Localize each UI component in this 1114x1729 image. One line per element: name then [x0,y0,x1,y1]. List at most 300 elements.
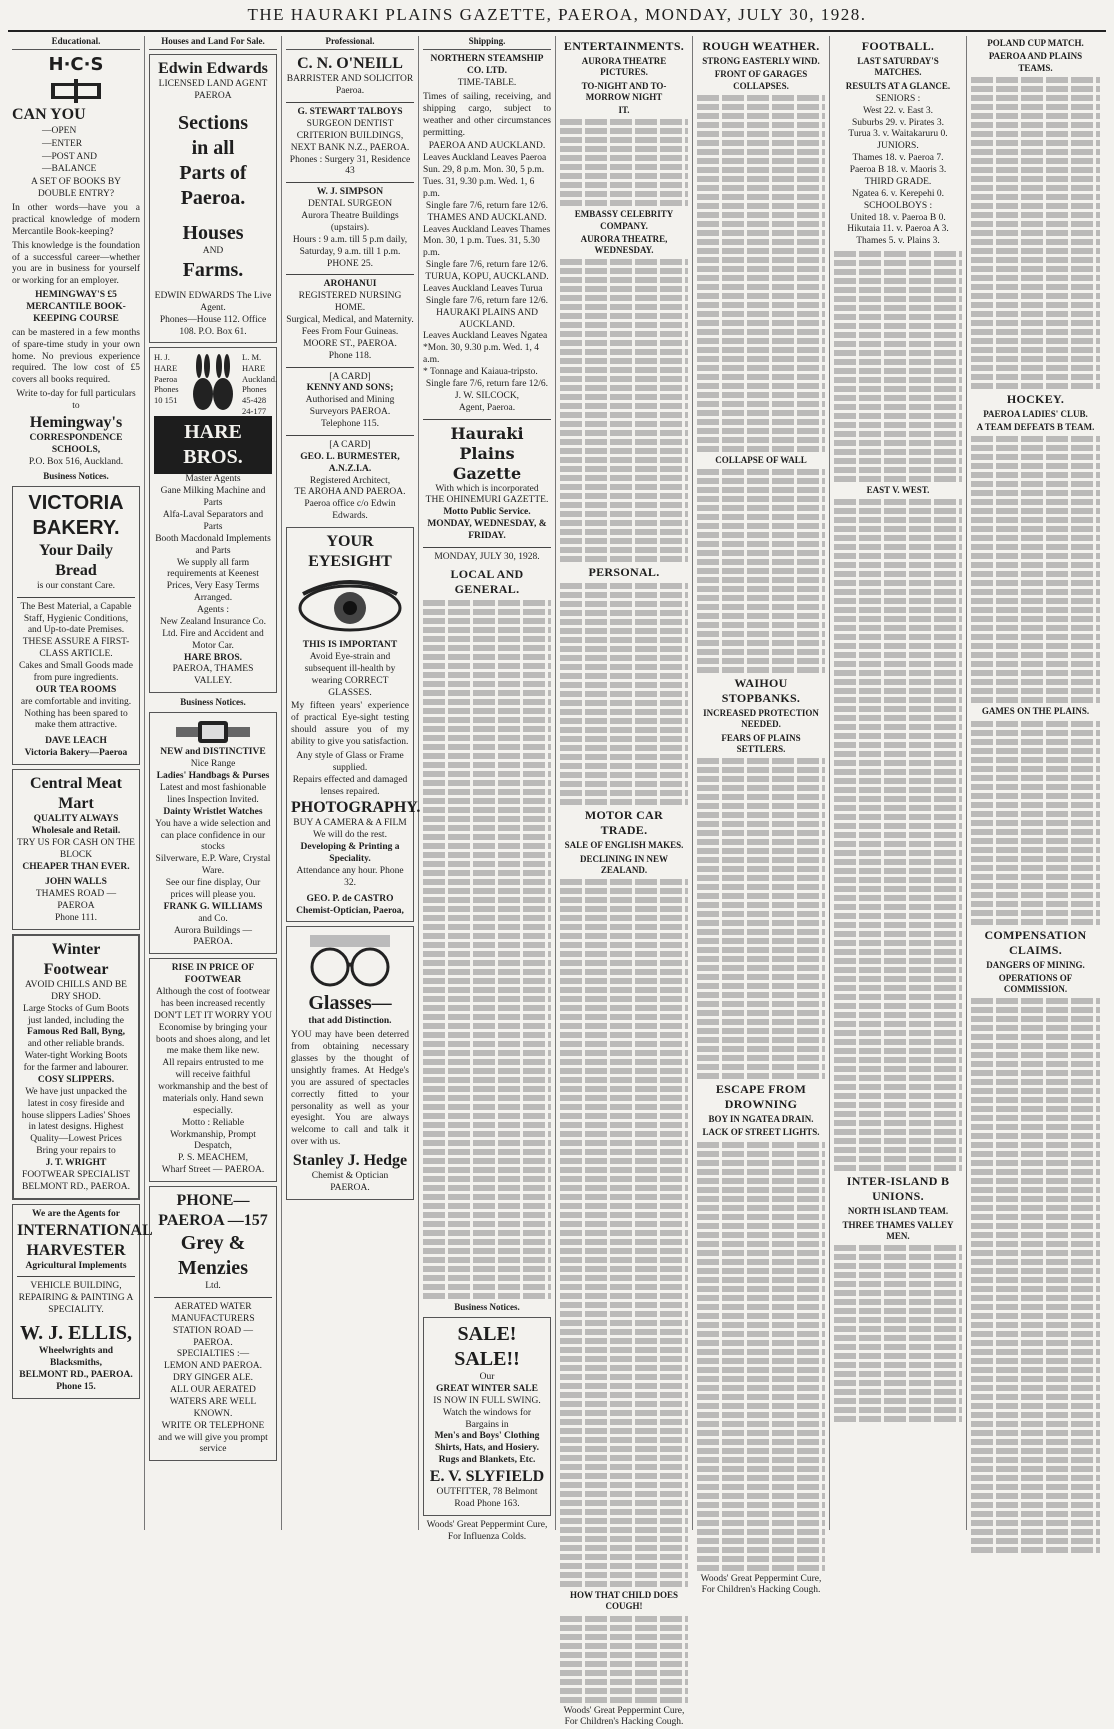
hemingways-name: Hemingway's [12,413,140,433]
tonnage: * Tonnage and Kaiaua-tripsto. [423,367,551,379]
talboys-phone: Phones : Surgery 31, Residence 43 [286,155,414,179]
east-west: EAST V. WEST. [834,485,962,496]
north: NORTH ISLAND TEAM. [834,1206,962,1217]
article-body [971,77,1100,389]
lack: LACK OF STREET LIGHTS. [697,1127,825,1138]
article-body [971,436,1100,703]
list-item: —ENTER [42,139,140,151]
fare: Single fare 7/6, return fare 12/6. [423,260,551,272]
edwin-office: Paeroa office c/o Edwin Edwards. [286,499,414,523]
phone25: PHONE 25. [286,259,414,271]
international: INTERNATIONAL [17,1221,135,1241]
turua: TURUA, KOPU, AUCKLAND. [423,272,551,284]
motto: Motto : Reliable Workmanship, Prompt Despatch, [154,1118,272,1154]
walls-name: JOHN WALLS [17,877,135,889]
rise: RISE IN PRICE OF FOOTWEAR [154,963,272,987]
result-row: United 18. v. Paeroa B 0. [834,213,962,225]
brands2: and other reliable brands. [18,1039,134,1051]
developing: Developing & Printing a Speciality. [291,842,409,866]
article-body [697,758,825,1079]
master-agents: Master Agents [154,474,272,486]
frank2: and Co. [154,914,272,926]
tonight: TO-NIGHT AND TO-MORROW NIGHT [560,81,688,104]
latest: Latest and most fashionable lines Inspection Invited. [154,783,272,807]
rough-weather-heading: ROUGH WEATHER. [697,39,825,54]
our: Our [428,1372,546,1384]
gane: Gane Milking Machine and Parts [154,486,272,510]
list-item: —POST AND [42,152,140,164]
fare: Single fare 7/6, return fare 12/6. [423,201,551,213]
slyfield: E. V. SLYFIELD [428,1467,546,1487]
books-icon [46,77,106,105]
article-body [697,469,825,673]
ellis-phone: Phone 15. [17,1382,135,1394]
dry: DRY GINGER ALE. [154,1373,272,1385]
schools: CORRESPONDENCE SCHOOLS, [12,433,140,457]
victoria-bakery-paeroa: Victoria Bakery—Paeroa [17,748,135,760]
watertight: Water-tight Working Boots for the farmer and labourer. [18,1051,134,1075]
edwin-edwards-ad [149,54,277,343]
wright-name: J. T. WRIGHT [18,1158,134,1170]
walls-address: THAMES ROAD — PAEROA [17,889,135,913]
hockey-heading: HOCKEY. [971,392,1100,407]
new-distinctive: NEW and DISTINCTIVE [154,747,272,759]
eyesight-ad [286,527,414,922]
article-body [560,583,688,805]
column-entertainments [556,36,693,1530]
winter-desc: AVOID CHILLS AND BE DRY SHOD. [18,980,134,1004]
architect: Registered Architect, [286,476,414,488]
meachem-ad [149,958,277,1182]
glasses-desc: YOU may have been deterred from obtaining necessary glasses by the thought of unsightly frames. At Hedge's you are assured of spectacles correctly fitted to your personality as well as your eyesight. You are always welcome to call and talk it over with us. [291,1030,409,1149]
quality: QUALITY ALWAYS [17,814,135,826]
business-notices-label: Business Notices. [149,697,277,708]
cosy: COSY SLIPPERS. [18,1075,134,1087]
winter-title: Winter Footwear [18,940,134,980]
card-label: [A CARD] [286,372,414,384]
lemon: LEMON AND PAEROA. [154,1361,272,1373]
article-body [971,721,1100,925]
specialties: SPECIALTIES :— [154,1349,272,1361]
grey-ltd: Ltd. [154,1281,272,1293]
boy: BOY IN NGATEA DRAIN. [697,1114,825,1125]
business-notices-label: Business Notices. [12,471,140,482]
sailing-row: Tues. 31, 9.30 p.m. Wed. 1, 6 p.m. [423,177,551,201]
licensed: LICENSED LAND AGENT PAEROA [154,79,272,103]
best-material: The Best Material, a Capable Staff, Hygienic Conditions, and Up-to-date Premises. [17,602,135,638]
oneill-name: C. N. O'NEILL [286,54,414,74]
farms: Farms. [154,258,272,283]
watch: Watch the windows for Bargains in [428,1408,546,1432]
sections: Sections [154,111,272,136]
woods-ad: Woods' Great Peppermint Cure, For Children's Hacking Cough. [560,1706,688,1729]
spectacles-icon [300,931,400,991]
try-us: TRY US FOR CASH ON THE BLOCK [17,838,135,862]
compensation-heading: COMPENSATION CLAIMS. [971,928,1100,958]
divider [286,102,414,103]
motto: Motto Public Service. [423,507,551,519]
in-all: in all [154,136,272,161]
frank: FRANK G. WILLIAMS [154,902,272,914]
list-item: —OPEN [42,126,140,138]
booth: Booth Macdonald Implements and Parts [154,534,272,558]
it: IT. [560,105,688,116]
surveyors: Authorised and Mining Surveyors PAEROA. [286,395,414,419]
wharf: Wharf Street — PAEROA. [154,1165,272,1177]
agent: Agent, Paeroa. [423,403,551,415]
winter-footwear-ad [12,934,140,1200]
leaves-row: Leaves Auckland Leaves Ngatea [423,331,551,343]
woods-ad: Woods' Great Peppermint Cure, For Children's Hacking Cough. [697,1574,825,1598]
wristlet-desc: You have a wide selection and can place confidence in our stocks [154,819,272,855]
tel115: Telephone 115. [286,419,414,431]
result-row: Ngatea 6. v. Kerepehi 0. [834,189,962,201]
sailing-row: Sun. 29, 8 p.m. Mon. 30, 5 p.m. [423,165,551,177]
te-aroha: TE AROHA AND PAEROA. [286,487,414,499]
wright-desc: FOOTWEAR SPECIALIST BELMONT RD., PAEROA. [18,1170,134,1194]
cough-heading: HOW THAT CHILD DOES COUGH! [560,1590,688,1613]
distinction: that add Distinction. [291,1016,409,1028]
great-winter-sale: GREAT WINTER SALE [428,1384,546,1396]
talboys-name: G. STEWART TALBOYS [286,107,414,119]
implements: Agricultural Implements [17,1261,135,1273]
avoid: Avoid Eye-strain and subsequent ill-health by wearing CORRECT GLASSES. [291,652,409,700]
simpson-card [286,187,414,270]
sale-cars: SALE OF ENGLISH MAKES. [560,840,688,851]
silcock: J. W. SILCOCK, [423,391,551,403]
wheelwrights: Wheelwrights and Blacksmiths, [17,1346,135,1370]
ohinemuri: THE OHINEMURI GAZETTE. [423,495,551,507]
write: WRITE OR TELEPHONE [154,1421,272,1433]
front: FRONT OF GARAGES COLLAPSES. [697,69,825,92]
burmester-card [286,440,414,523]
third: THIRD GRADE. [834,177,962,189]
column-professional [282,36,419,1530]
divider [17,597,135,598]
waihou-heading: WAIHOU STOPBANKS. [697,676,825,706]
steamship: NORTHERN STEAMSHIP CO. LTD. [423,54,551,78]
result-row: Turua 3. v. Waitakaruru 0. [834,129,962,141]
result-row: Thames 18. v. Paeroa 7. [834,153,962,165]
dangers: DANGERS OF MINING. [971,960,1100,971]
is-now: IS NOW IN FULL SWING. [428,1396,546,1408]
schoolboys: SCHOOLBOYS : [834,201,962,213]
result-row: Hikutaia 11. v. Paeroa A 3. [834,224,962,236]
timetable: TIME-TABLE. [423,78,551,90]
divider [286,182,414,183]
set-books: A SET OF BOOKS BY DOUBLE ENTRY? [12,177,140,201]
and-we: and we will give you prompt service [154,1433,272,1457]
edwin-address: EDWIN EDWARDS The Live Agent. [154,291,272,315]
ellis-name: W. J. ELLIS, [17,1321,135,1346]
fare: Single fare 7/6, return fare 12/6. [423,296,551,308]
text-paragraph: In other words—have you a practical knowledge of modern Mercantile Book-keeping? [12,203,140,239]
paeroa-auckland: PAEROA AND AUCKLAND. [423,141,551,153]
and: AND [154,246,272,258]
grey-menzies: Grey & Menzies [154,1231,272,1281]
column-shipping [419,36,556,1530]
column-heading: Professional. [286,36,414,50]
barrister: BARRISTER AND SOLICITOR Paeroa. [286,74,414,98]
nz-insurance: New Zealand Insurance Co. Ltd. Fire and Accident and Motor Car. [154,617,272,653]
slyfield-ad [423,1317,551,1516]
box: P.O. Box 516, Auckland. [12,457,140,469]
criterion: CRITERION BUILDINGS, NEXT BANK N.Z., PAEROA. [286,131,414,155]
timetable-desc: Times of sailing, receiving, and shipping cargo, subject to weather and other circumstances permitting. [423,92,551,140]
central-title: Central Meat Mart [17,774,135,814]
column-sport [967,36,1104,1530]
houses: Houses [154,221,272,246]
article-body [971,998,1100,1553]
harvester-ad [12,1204,140,1399]
operations: OPERATIONS OF COMMISSION. [971,973,1100,996]
can-you-heading: CAN YOU [12,105,140,125]
leaves-row: Leaves Auckland Leaves Paeroa [423,153,551,165]
poland-cup: POLAND CUP MATCH. [971,38,1100,49]
repairs: Bring your repairs to [18,1146,134,1158]
daily-bread: Your Daily Bread [17,541,135,581]
dental: DENTAL SURGEON [286,199,414,211]
agents-label: We are the Agents for [17,1209,135,1221]
text-paragraph: This knowledge is the foundation of a successful career—whether you are in business for yourself or working for an employer. [12,241,140,289]
belmont: BELMONT RD., PAEROA. [17,1370,135,1382]
surgical: Surgical, Medical, and Maternity. Fees From Four Guineas. [286,315,414,339]
aurora-building: Aurora Theatre Buildings (upstairs). [286,211,414,235]
article-body [834,251,962,482]
entertainments-heading: ENTERTAINMENTS. [560,39,688,54]
hare2-address: PAEROA, THAMES VALLEY. [154,664,272,688]
juniors: JUNIORS. [834,141,962,153]
victoria-bakery-ad [12,486,140,765]
vehicle: VEHICLE BUILDING, REPAIRING & PAINTING A SPECIALITY. [17,1281,135,1317]
parts: Parts of Paeroa. [154,161,272,211]
watch-icon [168,717,258,747]
wednesday: AURORA THEATRE, WEDNESDAY. [560,234,688,257]
cakes: Cakes and Small Goods made from pure ingredients. [17,661,135,685]
tea-desc: are comfortable and inviting. Nothing has been spared to make them attractive. [17,697,135,733]
column-heading: Educational. [12,36,140,50]
hare2: HARE BROS. [154,653,272,665]
column-football [830,36,967,1530]
thames-auckland: THAMES AND AUCKLAND. [423,213,551,225]
outfitter: OUTFITTER, 78 Belmont Road Phone 163. [428,1487,546,1511]
motor-heading: MOTOR CAR TRADE. [560,808,688,838]
divider [286,367,414,368]
eyesight-title: YOUR EYESIGHT [291,532,409,572]
hours: Hours : 9 a.m. till 5 p.m daily, Saturday, 9 a.m. till 1 p.m. [286,235,414,259]
cosy-desc: We have just unpacked the latest in cosy fireside and house slippers Ladies' Shoes in latest designs. Highest Quality—Lowest Prices [18,1087,134,1146]
article-body [423,600,551,1299]
hcs-logo: H·C·S [12,54,140,77]
defeats: A TEAM DEFEATS B TEAM. [971,422,1100,433]
gazette-nameplate: Hauraki Plains Gazette [423,424,551,484]
arohanui-card [286,279,414,362]
masthead: THE HAURAKI PLAINS GAZETTE, PAEROA, MONDAY, JULY 30, 1928. [8,0,1106,32]
agents: Agents : [154,605,272,617]
stocks: Large Stocks of Gum Boots just landed, including the [18,1004,134,1028]
woods-ad: Woods' Great Peppermint Cure, For Influenza Colds. [423,1520,551,1544]
write-today: Write to-day for full particulars to [12,389,140,413]
divider [423,547,551,548]
dave-leach: DAVE LEACH [17,736,135,748]
hauraki: HAURAKI PLAINS AND AUCKLAND. [423,308,551,332]
business-notices-label: Business Notices. [423,1302,551,1313]
kenny-card [286,372,414,431]
station: STATION ROAD — PAEROA. [154,1326,272,1350]
cheaper: CHEAPER THAN EVER. [17,862,135,874]
result-row: Paeroa B 18. v. Maoris 3. [834,165,962,177]
article-body [560,259,688,562]
attendance: Attendance any hour. Phone 32. [291,866,409,890]
column-weather [693,36,830,1530]
fears: FEARS OF PLAINS SETTLERS. [697,733,825,756]
leaves-row: Leaves Auckland Leaves Turua [423,284,551,296]
photography: PHOTOGRAPHY. [291,798,409,818]
hare-right: L. M. HARE Auckland. Phones 45-428 24-177 [242,352,272,416]
text-paragraph: can be mastered in a few months of spare-time study in your own home. No previous experience required. The low cost of £5 covers all books required. [12,328,140,387]
experience: My fifteen years' experience of practical Eye-sight testing should assure you of my ability to give you satisfaction. [291,701,409,749]
escape-heading: ESCAPE FROM DROWNING [697,1082,825,1112]
games: GAMES ON THE PLAINS. [971,706,1100,717]
plains-teams: PAEROA AND PLAINS TEAMS. [971,51,1100,74]
incorporated: With which is incorporated [423,484,551,496]
brands: Famous Red Ball, Byng, [18,1027,134,1039]
seniors: SENIORS : [834,94,962,106]
eye-icon [295,576,405,636]
mens: Men's and Boys' Clothing Shirts, Hats, and Hosiery. Rugs and Blankets, Etc. [428,1431,546,1467]
sailing-row: Mon. 30, 1 p.m. Tues. 31, 5.30 p.m. [423,236,551,260]
article-body [834,499,962,1171]
result-row: Suburbs 29. v. Pirates 3. [834,118,962,130]
edwin-phones: Phones—House 112. Office 108. P.O. Box 61. [154,315,272,339]
repairs: Repairs effected and damaged lenses repaired. [291,775,409,799]
handbags: Ladies' Handbags & Purses [154,771,272,783]
can-you-list [42,126,140,177]
divider [286,435,414,436]
aerated: AERATED WATER [154,1302,272,1314]
our-care: is our constant Care. [17,581,135,593]
sale: SALE! SALE!! [428,1322,546,1372]
football-heading: FOOTBALL. [834,39,962,54]
collapse-wall: COLLAPSE OF WALL [697,455,825,466]
hare-logo: HARE BROS. [154,416,272,474]
rabbits-icon [185,354,241,414]
manufacturers: MANUFACTURERS [154,1314,272,1326]
article-body [697,1142,825,1571]
silverware: Silverware, E.P. Ware, Crystal Ware. [154,854,272,878]
hare-left: H. J. HARE Paeroa Phones 10 151 [154,352,184,416]
easterly: STRONG EASTERLY WIND. [697,56,825,67]
divider [286,274,414,275]
increased: INCREASED PROTECTION NEEDED. [697,708,825,731]
declining: DECLINING IN NEW ZEALAND. [560,854,688,877]
nursing: REGISTERED NURSING HOME. [286,291,414,315]
fine: See our fine display, Our prices will please you. [154,878,272,902]
meachem: P. S. MEACHEM, [154,1153,272,1165]
economise: Economise by bringing your boots and shoes along, and let me make them like new. [154,1023,272,1059]
camera: BUY A CAMERA & A FILM We will do the rest. [291,818,409,842]
result-row: Thames 5. v. Plains 3. [834,236,962,248]
article-body [834,1245,962,1422]
article-body [560,1616,688,1703]
arohanui: AROHANUI [286,279,414,291]
article-body [560,879,688,1587]
assure: THESE ASSURE A FIRST-CLASS ARTICLE. [17,637,135,661]
wristlet: Dainty Wristlet Watches [154,807,272,819]
results: RESULTS AT A GLANCE. [834,81,962,92]
hedge-ad [286,926,414,1199]
phone118: Phone 118. [286,351,414,363]
sailing-row: *Mon. 30, 9.30 p.m. Wed. 1, 4 a.m. [423,343,551,367]
phone-label: PHONE—PAEROA —157 [154,1191,272,1231]
card-label: [A CARD] [286,440,414,452]
castro: GEO. P. de CASTRO [291,894,409,906]
chemist: Chemist-Optician, Paeroa, [291,906,409,918]
last-sat: LAST SATURDAY'S MATCHES. [834,56,962,79]
divider [423,419,551,420]
fare: Single fare 7/6, return fare 12/6. [423,379,551,391]
oneill-card [286,54,414,98]
column-heading: Shipping. [423,36,551,50]
edwin-name: Edwin Edwards [154,59,272,79]
divider [154,1297,272,1298]
column-heading: Houses and Land For Sale. [149,36,277,50]
tea-rooms: OUR TEA ROOMS [17,685,135,697]
important: THIS IS IMPORTANT [291,640,409,652]
leaves-row: Leaves Auckland Leaves Thames [423,225,551,237]
newspaper-page [8,36,1106,1530]
aurora: Aurora Buildings — PAEROA. [154,926,272,950]
moore: MOORE ST., PAEROA. [286,339,414,351]
nice-range: Nice Range [154,759,272,771]
talboys-card [286,107,414,178]
list-item: —BALANCE [42,164,140,176]
central-meat-ad [12,769,140,930]
harvester: HARVESTER [17,1241,135,1261]
result-row: West 22. v. East 3. [834,106,962,118]
column-houses [145,36,282,1530]
simpson-name: W. J. SIMPSON [286,187,414,199]
issue-date: MONDAY, JULY 30, 1928. [423,552,551,564]
grey-menzies-ad [149,1186,277,1461]
local-general-heading: LOCAL AND GENERAL. [423,567,551,597]
wholesale: Wholesale and Retail. [17,826,135,838]
williams-ad [149,712,277,954]
repairs: All repairs entrusted to me will receive faithful workmanship and the best of materials only. Hand sewn especially. [154,1058,272,1117]
days: MONDAY, WEDNESDAY, & FRIDAY. [423,519,551,543]
article-body [560,119,688,206]
ladies: PAEROA LADIES' CLUB. [971,409,1100,420]
kenny: KENNY AND SONS; [286,383,414,395]
divider [17,1276,135,1277]
hare-bros-ad [149,347,277,693]
victoria-title: VICTORIA BAKERY. [17,491,135,541]
column-educational [8,36,145,1530]
glasses: Glasses— [291,991,409,1016]
three: THREE THAMES VALLEY MEN. [834,1220,962,1243]
walls-phone: Phone 111. [17,913,135,925]
hedge2: Chemist & Optician PAEROA. [291,1171,409,1195]
all-our: ALL OUR AERATED WATERS ARE WELL KNOWN. [154,1385,272,1421]
article-body [697,95,825,452]
inter-island-heading: INTER-ISLAND B UNIONS. [834,1174,962,1204]
surgeon: SURGEON DENTIST [286,119,414,131]
burmester: GEO. L. BURMESTER, A.N.Z.I.A. [286,452,414,476]
alfa: Alfa-Laval Separators and Parts [154,510,272,534]
hedge: Stanley J. Hedge [291,1151,409,1171]
personal-heading: PERSONAL. [560,565,688,580]
hemingway-course: HEMINGWAY'S £5 MERCANTILE BOOK-KEEPING COURSE [12,290,140,326]
